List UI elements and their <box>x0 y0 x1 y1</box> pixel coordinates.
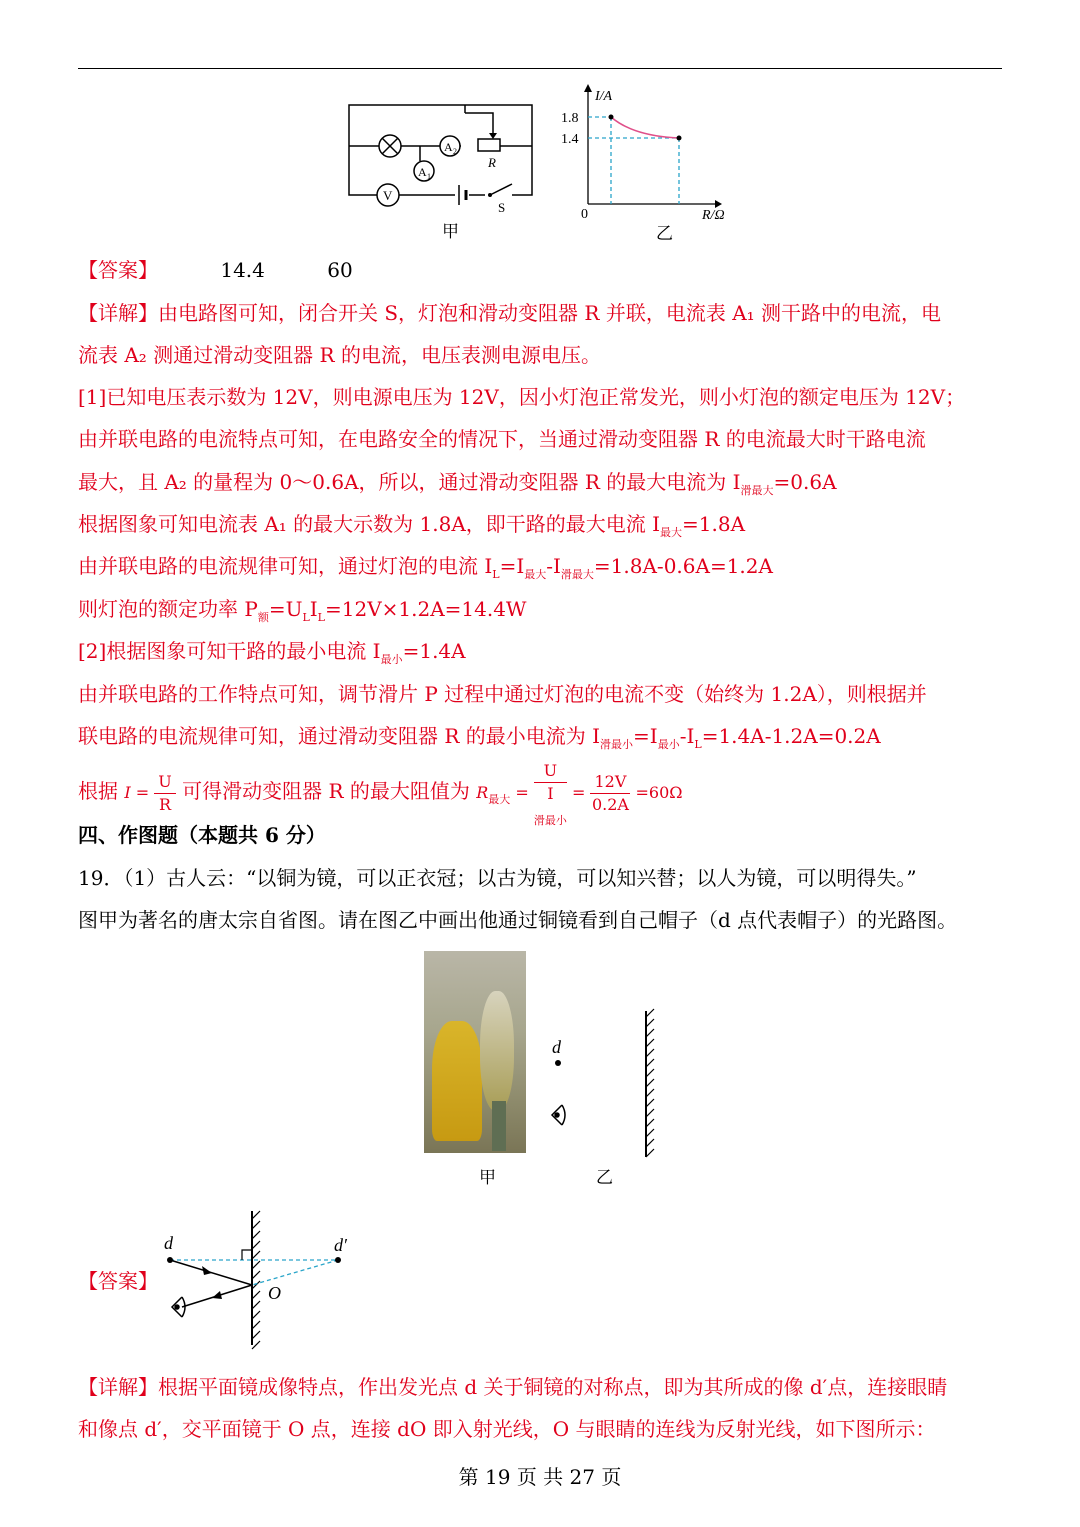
svg-text:A: A <box>418 165 427 179</box>
painting-caption: 甲 <box>479 1168 496 1188</box>
svg-text:A: A <box>444 140 453 154</box>
detail-line-1: 【详解】由电路图可知，闭合开关 S，灯泡和滑动变阻器 R 并联，电流表 A₁ 测干路中的电流，电 <box>78 301 942 325</box>
origin-label: 0 <box>581 207 588 222</box>
answer-value-2: 60 <box>327 258 353 282</box>
switch-icon <box>485 184 515 215</box>
point-d-label: d <box>552 1037 561 1057</box>
lamp-icon <box>379 135 401 157</box>
answer-tag: 【答案】 <box>78 258 158 282</box>
detail-line-4: 由并联电路的电流特点可知，在电路安全的情况下，当通过滑动变阻器 R 的电流最大时干路电流 <box>78 427 926 451</box>
mirror-hatching <box>252 1211 260 1349</box>
current-resistance-graph <box>555 82 745 222</box>
detail-2-line-1: 【详解】根据平面镜成像特点，作出发光点 d 关于铜镜的对称点，即为其所成的像 d′点，连接眼睛 <box>78 1375 948 1399</box>
reflected-arrow <box>212 1291 222 1299</box>
data-point <box>609 115 614 120</box>
circuit-caption: 甲 <box>442 222 459 242</box>
question-19-line-2: 图甲为著名的唐太宗自省图。请在图乙中画出他通过铜镜看到自己帽子（d 点代表帽子）的光路图。 <box>78 908 958 932</box>
svg-text:S: S <box>498 200 506 215</box>
page-footer: 第 19 页 共 27 页 <box>458 1465 622 1489</box>
incident-arrow <box>202 1266 212 1275</box>
ammeter-a1-icon <box>414 161 434 181</box>
right-angle-mark <box>242 1250 252 1260</box>
voltmeter-icon <box>377 184 399 206</box>
detail-line-2: 流表 A₂ 测通过滑动变阻器 R 的电流，电压表测电源电压。 <box>78 343 601 367</box>
detail-line-8: 则灯泡的额定功率 $P_额=U_LI_L=12V\times 1.2A=14.4W$ <box>78 597 527 624</box>
x-axis-label: R/Ω <box>702 208 725 222</box>
point-d-label: d <box>164 1233 173 1253</box>
tick-label: 1.4 <box>561 132 579 147</box>
ammeter-a2-icon <box>440 136 460 156</box>
data-curve <box>611 117 679 138</box>
tick-label: 1.8 <box>561 111 579 126</box>
svg-text:2: 2 <box>453 147 457 156</box>
detail-line-5: 最大，且 A₂ 的量程为 0～0.6A，所以，通过滑动变阻器 R 的最大电流为 $I_{滑最大}=0.6A$ <box>78 470 837 497</box>
detail-2-line-2: 和像点 d′，交平面镜于 O 点，连接 dO 即入射光线，O 与眼睛的连线为反射光线，如下图所示： <box>78 1417 936 1441</box>
svg-text:V: V <box>383 188 393 203</box>
point-d <box>167 1257 173 1263</box>
rheostat-icon <box>465 113 500 170</box>
svg-text:1: 1 <box>427 172 431 181</box>
data-point <box>677 136 682 141</box>
mirror-hatching <box>646 1009 654 1157</box>
detail-line-6: 根据图象可知电流表 A₁ 的最大示数为 1.8A，即干路的最大电流 $I_{最大}=1.8A$ <box>78 512 746 539</box>
question-19-line-1: 19．（1）古人云：“以铜为镜，可以正衣冠；以古为镜，可以知兴替；以人为镜，可以明得失。” <box>78 866 917 890</box>
detail-line-9: [2]根据图象可知干路的最小电流 $I_{最小}=1.4A$ <box>78 639 466 666</box>
y-axis-label: I/A <box>595 89 613 104</box>
detail-line-10: 由并联电路的工作特点可知，调节滑片 P 过程中通过灯泡的电流不变（始终为 1.2A），则根据并 <box>78 682 927 706</box>
graph-caption: 乙 <box>656 224 673 244</box>
section-title: 四、作图题（本题共 6 分） <box>78 823 326 847</box>
battery-icon <box>455 185 469 205</box>
point-d-prime <box>335 1257 341 1263</box>
detail-line-3: [1]已知电压表示数为 12V，则电源电压为 12V，因小灯泡正常发光，则小灯泡的额定电压为 12V； <box>78 385 966 409</box>
point-d <box>555 1060 561 1066</box>
diagram-caption: 乙 <box>596 1168 613 1188</box>
emperor-mirror-painting <box>424 951 526 1153</box>
point-d-prime-label: d′ <box>334 1235 347 1255</box>
detail-line-12: 根据 I = $\frac{U}{R}$ 可得滑动变阻器 R 的最大阻值为 $R_{最大}$ = U I 滑最小 = $\frac{12V}{0.2A}$ =60Ω <box>78 761 683 827</box>
mirror-answer-diagram <box>160 1205 370 1350</box>
image-ray-dash <box>252 1260 338 1285</box>
answer-line-1 <box>78 256 353 284</box>
detail-line-7: 由并联电路的电流规律可知，通过灯泡的电流 $I_L=I_{最大}-I_{滑最大}=1.8A-0.6A=1.2A$ <box>78 554 773 581</box>
eye-icon <box>552 1105 565 1125</box>
mirror-question-diagram <box>540 1005 670 1165</box>
circuit-diagram <box>340 95 540 235</box>
header-rule <box>78 68 1002 69</box>
point-o-label: O <box>268 1283 281 1303</box>
detail-line-11: 联电路的电流规律可知，通过滑动变阻器 R 的最小电流为 $I_{滑最小}=I_{最小}-I_L=1.4A-1.2A=0.2A$ <box>78 724 881 751</box>
answer-2-tag: 【答案】 <box>78 1269 158 1293</box>
answer-value-1: 14.4 <box>220 258 265 282</box>
svg-text:R: R <box>488 155 496 170</box>
